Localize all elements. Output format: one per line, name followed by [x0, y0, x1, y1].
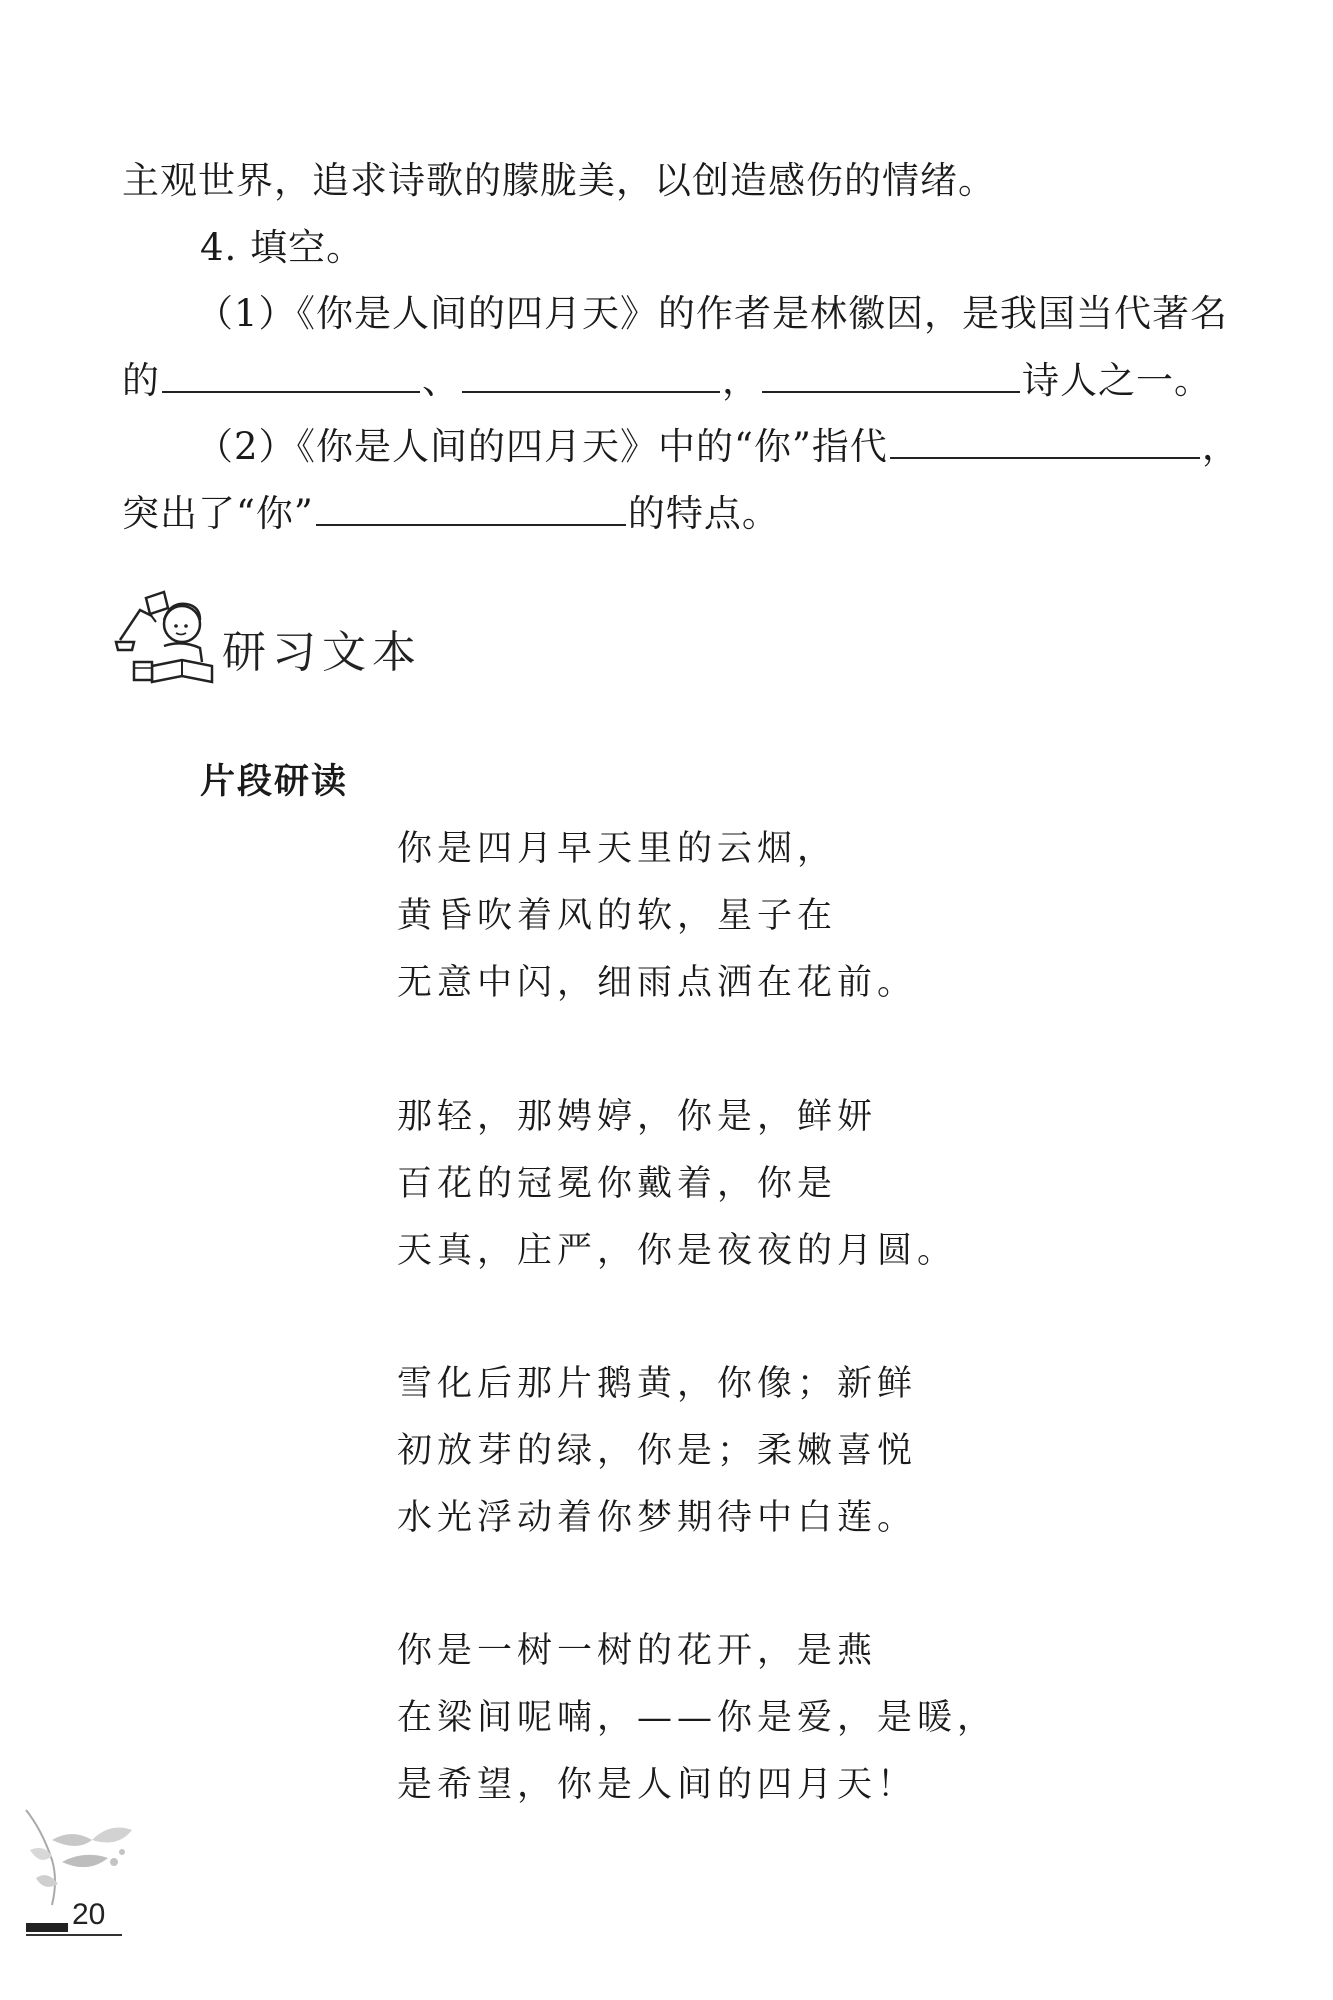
page-number-rule [26, 1934, 122, 1936]
poem-line: 无意中闪，细雨点洒在花前。 [397, 963, 918, 1003]
continuation-text: 主观世界，追求诗歌的朦胧美，以创造感伤的情绪。 [122, 159, 996, 202]
fill-blank-3[interactable] [762, 361, 1020, 393]
fill-blank-1[interactable] [162, 361, 420, 393]
section-title: 研习文本 [222, 627, 422, 678]
poem-line: 那轻，那娉婷，你是，鲜妍 [397, 1097, 878, 1137]
poem-line: 你是一树一树的花开，是燕 [397, 1631, 878, 1671]
poem-line: 你是四月早天里的云烟， [397, 829, 838, 869]
poem-line: 百花的冠冕你戴着，你是 [397, 1164, 838, 1204]
question-4-item-2-line-2 [122, 491, 780, 537]
poem-line: 在梁间呢喃，——你是爱，是暖， [397, 1698, 998, 1738]
fill-blank-4[interactable] [890, 427, 1200, 459]
item-2-end-punct: ， [1201, 425, 1240, 468]
page-number-bar [26, 1923, 68, 1932]
item-1-suffix: 诗人之一。 [1022, 359, 1212, 402]
fill-blank-5[interactable] [316, 494, 626, 526]
fill-blank-2[interactable] [462, 361, 720, 393]
question-4-item-1-line-2 [122, 358, 1212, 404]
item-2-prefix: 突出了“你” [122, 492, 314, 535]
item-2-suffix: 的特点。 [627, 492, 780, 535]
question-4-item-1-line-1: （1）《你是人间的四月天》的作者是林徽因，是我国当代著名 [196, 292, 1229, 335]
item-1-prefix: 的 [122, 359, 160, 402]
poem-line: 雪化后那片鹅黄，你像；新鲜 [397, 1364, 918, 1404]
item-2-text: （2）《你是人间的四月天》中的“你”指代 [196, 425, 888, 468]
poem-line: 天真，庄严，你是夜夜的月圆。 [397, 1231, 958, 1271]
leaf-decoration-icon [22, 1800, 142, 1910]
poem-line: 是希望，你是人间的四月天！ [397, 1765, 918, 1805]
poem-line: 黄昏吹着风的软，星子在 [397, 896, 838, 936]
student-reading-lamp-icon [112, 588, 220, 688]
item-1-separator-2: ， [722, 359, 760, 402]
excerpt-heading: 片段研读 [200, 762, 349, 802]
item-1-separator-1: 、 [422, 359, 460, 402]
question-4-heading: 4. 填空。 [200, 226, 365, 269]
question-4-item-2-line-1 [196, 424, 1240, 470]
page-number: 20 [72, 1898, 106, 1931]
poem-line: 水光浮动着你梦期待中白莲。 [397, 1498, 918, 1538]
poem-line: 初放芽的绿，你是；柔嫩喜悦 [397, 1431, 918, 1471]
